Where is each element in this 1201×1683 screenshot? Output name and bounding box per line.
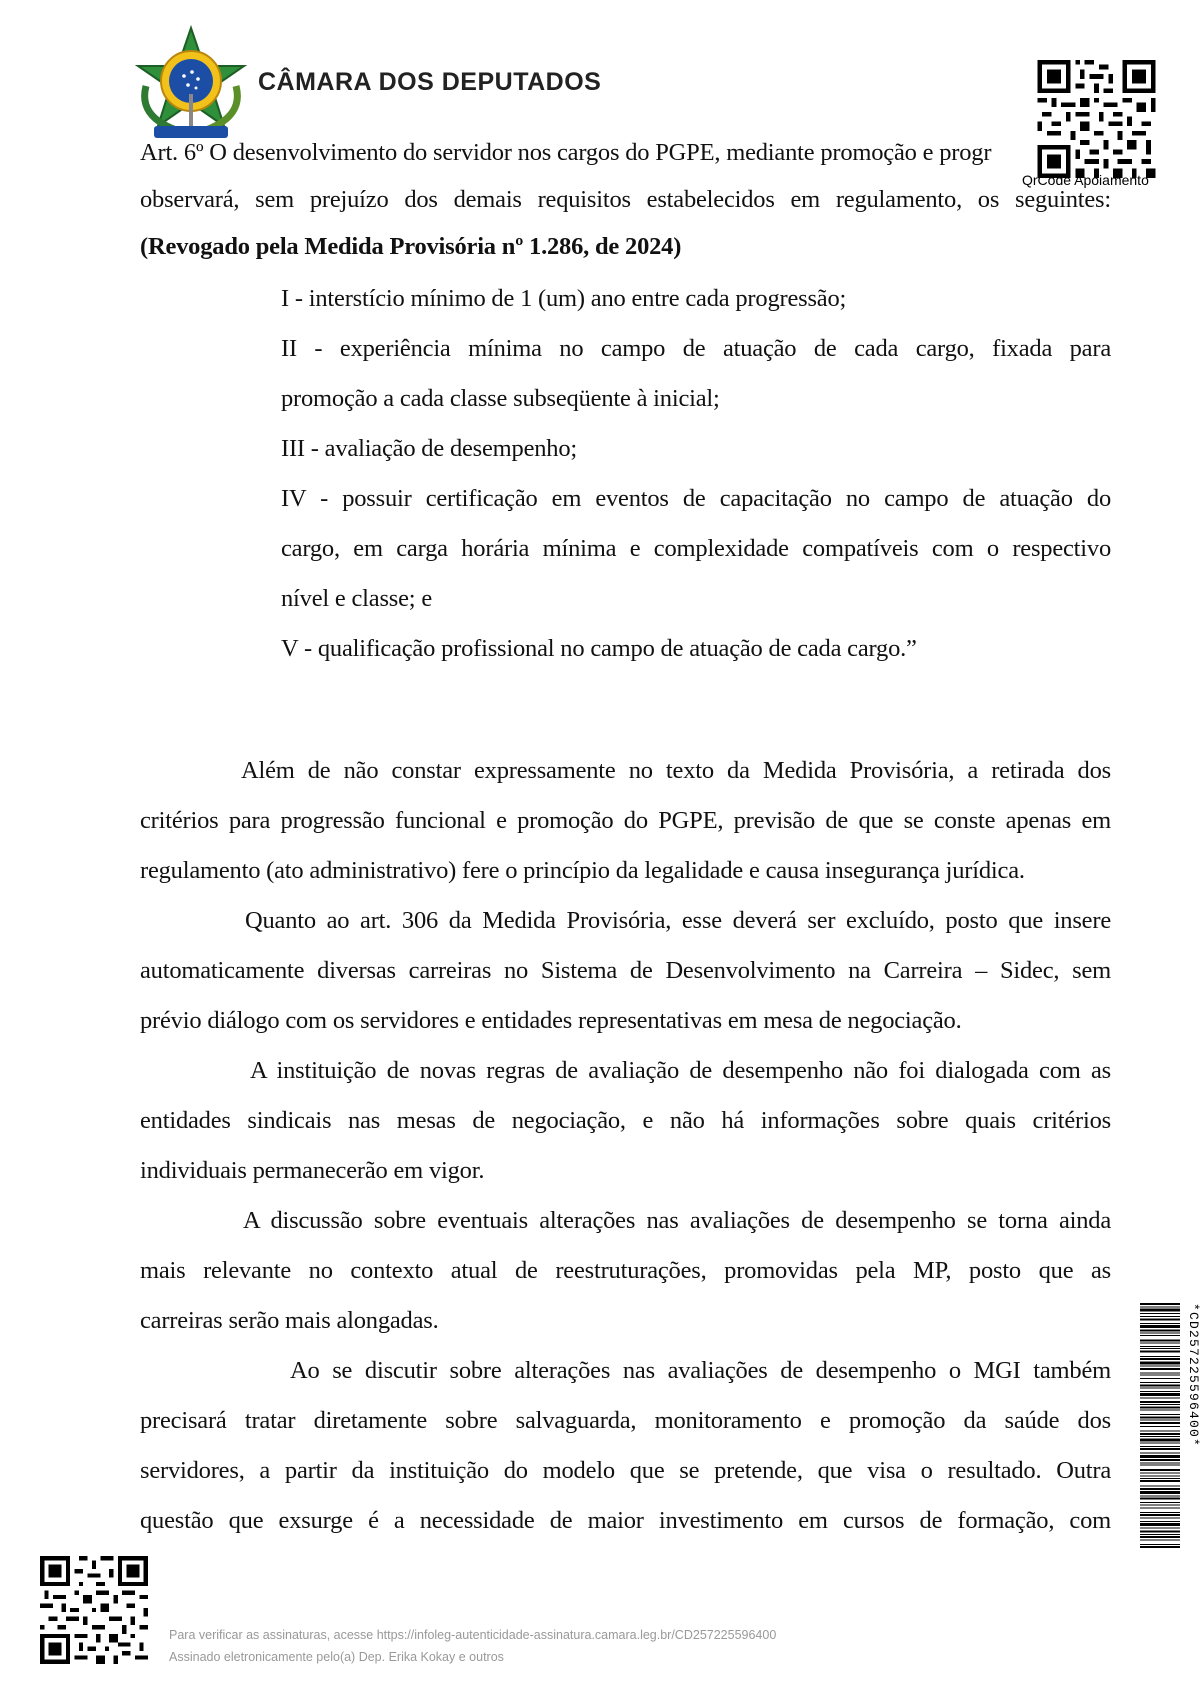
art6-revoked-note: (Revogado pela Medida Provisória nº 1.286, de 2024)	[140, 233, 682, 260]
art6-line-2: observará, sem prejuízo dos demais requisitos estabelecidos em regulamento, os seguintes:	[140, 186, 1111, 213]
paragraph-3-line-2: entidades sindicais nas mesas de negociação, e não há informações sobre quais critérios	[140, 1107, 1111, 1134]
paragraph-5-line-1: Ao se discutir sobre alterações nas avaliações de desempenho o MGI também	[290, 1357, 1111, 1384]
qr-code-verification[interactable]	[40, 1554, 148, 1666]
paragraph-2-line-3: prévio diálogo com os servidores e entidades representativas em mesa de negociação.	[140, 1007, 962, 1034]
paragraph-2-line-2: automaticamente diversas carreiras no Sistema de Desenvolvimento na Carreira – Sidec, sem	[140, 957, 1111, 984]
barcode-code-text: *CD257225596400*	[1186, 1303, 1201, 1448]
qr-code-label: QrCode Apoiamento	[1022, 172, 1149, 188]
paragraph-5-line-3: servidores, a partir da instituição do modelo que se pretende, que visa o resultado. Outra	[140, 1457, 1111, 1484]
item-iv-line-3: nível e classe; e	[281, 585, 433, 612]
organization-name: CÂMARA DOS DEPUTADOS	[258, 68, 602, 96]
paragraph-1-line-3: regulamento (ato administrativo) fere o princípio da legalidade e causa insegurança jurídica.	[140, 857, 1025, 884]
qr-code-apoiamento[interactable]	[1035, 60, 1158, 178]
paragraph-4-line-2: mais relevante no contexto atual de reestruturações, promovidas pela MP, posto que as	[140, 1257, 1111, 1284]
paragraph-5-line-4: questão que exsurge é a necessidade de maior investimento em cursos de formação, com	[140, 1507, 1111, 1534]
signature-verification-url[interactable]: Para verificar as assinaturas, acesse https://infoleg-autenticidade-assinatura.camara.leg.br/CD257225596400	[169, 1628, 777, 1642]
item-iv-line-2: cargo, em carga horária mínima e complexidade compatíveis com o respectivo	[281, 535, 1111, 562]
electronic-signature-note: Assinado eletronicamente pelo(a) Dep. Erika Kokay e outros	[169, 1650, 504, 1664]
paragraph-1-line-1: Além de não constar expressamente no texto da Medida Provisória, a retirada dos	[241, 757, 1111, 784]
item-v: V - qualificação profissional no campo de atuação de cada cargo.”	[281, 635, 917, 662]
paragraph-4-line-1: A discussão sobre eventuais alterações nas avaliações de desempenho se torna ainda	[243, 1207, 1111, 1234]
document-barcode	[1140, 1303, 1180, 1548]
paragraph-3-line-3: individuais permanecerão em vigor.	[140, 1157, 485, 1184]
item-ii-line-1: II - experiência mínima no campo de atuação de cada cargo, fixada para	[281, 335, 1111, 362]
coat-of-arms-logo	[126, 26, 256, 142]
item-ii-line-2: promoção a cada classe subseqüente à inicial;	[281, 385, 720, 412]
item-iv-line-1: IV - possuir certificação em eventos de capacitação no campo de atuação do	[281, 485, 1111, 512]
item-iii: III - avaliação de desempenho;	[281, 435, 578, 462]
paragraph-4-line-3: carreiras serão mais alongadas.	[140, 1307, 439, 1334]
paragraph-5-line-2: precisará tratar diretamente sobre salvaguarda, monitoramento e promoção da saúde dos	[140, 1407, 1111, 1434]
paragraph-1-line-2: critérios para progressão funcional e promoção do PGPE, previsão de que se conste apenas em	[140, 807, 1111, 834]
paragraph-3-line-1: A instituição de novas regras de avaliação de desempenho não foi dialogada com as	[250, 1057, 1111, 1084]
art6-line-1: Art. 6º O desenvolvimento do servidor nos cargos do PGPE, mediante promoção e progr	[140, 139, 992, 166]
item-i: I - interstício mínimo de 1 (um) ano entre cada progressão;	[281, 285, 847, 312]
paragraph-2-line-1: Quanto ao art. 306 da Medida Provisória, esse deverá ser excluído, posto que insere	[245, 907, 1111, 934]
